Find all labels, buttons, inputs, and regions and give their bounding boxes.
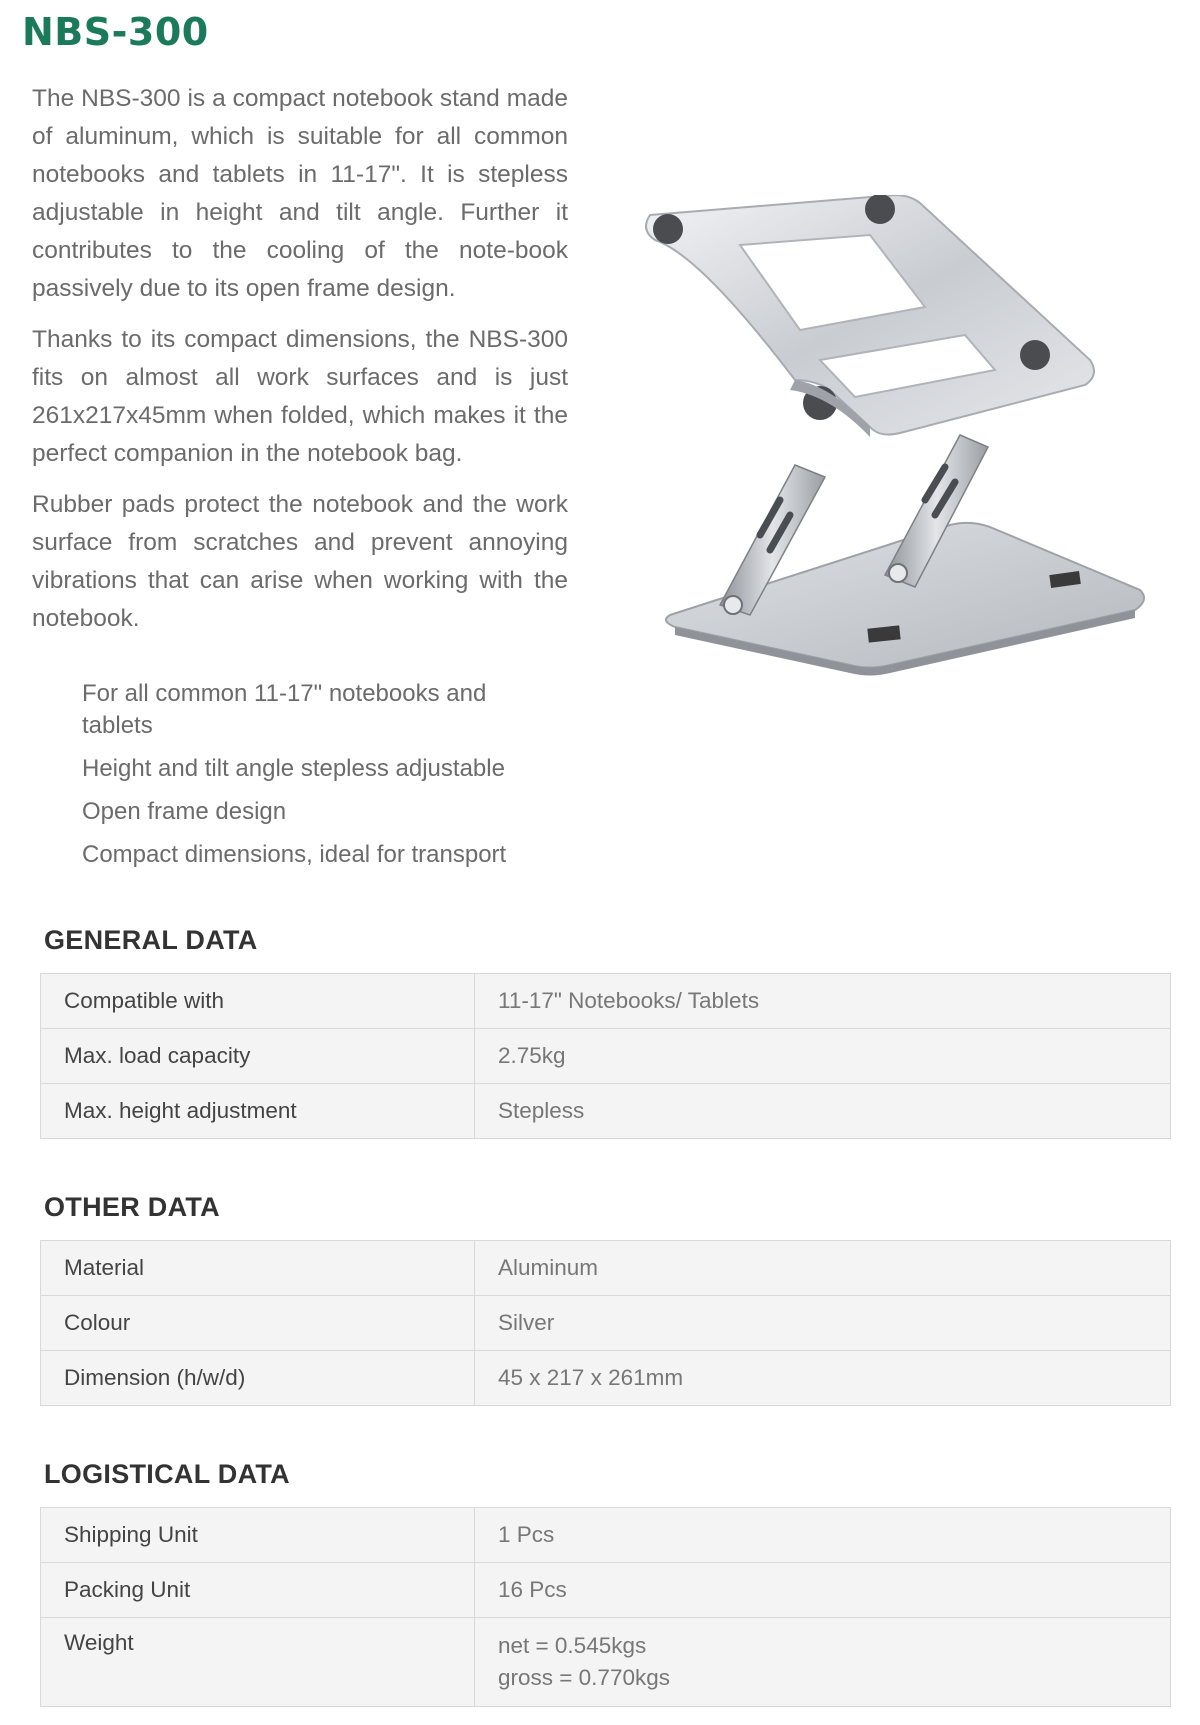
- general-data-table: [40, 973, 1171, 1139]
- spec-label: Weight: [41, 1618, 475, 1707]
- table-row: [41, 1508, 1171, 1563]
- spec-label: Dimension (h/w/d): [41, 1351, 475, 1406]
- spec-value: 16 Pcs: [475, 1563, 1171, 1618]
- table-row: [41, 1351, 1171, 1406]
- feature-item: Open frame design: [82, 798, 287, 825]
- spec-value: [475, 1618, 1171, 1707]
- spec-label: Shipping Unit: [41, 1508, 475, 1563]
- logistical-data-table: [40, 1507, 1171, 1707]
- feature-item: For all common 11-17" notebooks and tablets: [82, 680, 487, 739]
- table-row: [41, 1296, 1171, 1351]
- spec-label: Compatible with: [41, 974, 475, 1029]
- weight-gross: gross = 0.770kgs: [498, 1665, 670, 1690]
- spec-value: Stepless: [475, 1084, 1171, 1139]
- other-data-table: [40, 1240, 1171, 1406]
- spec-value: 45 x 217 x 261mm: [475, 1351, 1171, 1406]
- feature-list: [82, 678, 552, 882]
- spec-value: 11-17" Notebooks/ Tablets: [475, 974, 1171, 1029]
- spec-label: Max. height adjustment: [41, 1084, 475, 1139]
- spec-value: Aluminum: [475, 1241, 1171, 1296]
- weight-net: net = 0.545kgs: [498, 1633, 647, 1658]
- description-paragraph: Rubber pads protect the notebook and the work surface from scratches and prevent annoying vibrations that can arise when working with the notebook.: [32, 491, 568, 632]
- spec-value: 2.75kg: [475, 1029, 1171, 1084]
- logistical-data-heading: LOGISTICAL DATA: [44, 1459, 290, 1489]
- spec-label: Max. load capacity: [41, 1029, 475, 1084]
- spec-value: 1 Pcs: [475, 1508, 1171, 1563]
- spec-label: Packing Unit: [41, 1563, 475, 1618]
- notebook-stand-image: [630, 195, 1170, 685]
- table-row: [41, 1618, 1171, 1707]
- table-row: [41, 1029, 1171, 1084]
- spec-label: Material: [41, 1241, 475, 1296]
- table-row: [41, 974, 1171, 1029]
- other-data-heading: OTHER DATA: [44, 1192, 220, 1222]
- description-paragraph: Thanks to its compact dimensions, the NBS-300 fits on almost all work surfaces and is just 261x217x45mm when folded, which makes it the perfect companion in the notebook bag.: [32, 326, 568, 467]
- table-row: [41, 1563, 1171, 1618]
- spec-label: Colour: [41, 1296, 475, 1351]
- general-data-heading: GENERAL DATA: [44, 925, 258, 955]
- table-row: [41, 1241, 1171, 1296]
- feature-item: Height and tilt angle stepless adjustable: [82, 755, 505, 782]
- page-title: NBS-300: [22, 10, 209, 54]
- feature-item: Compact dimensions, ideal for transport: [82, 841, 507, 868]
- product-description: [32, 80, 568, 651]
- description-paragraph: The NBS-300 is a compact notebook stand made of aluminum, which is suitable for all common notebooks and tablets in 11-17". It is stepless adjustable in height and tilt angle. Further it contributes to the cooling of the note-book passively due to its open frame design.: [32, 85, 568, 302]
- spec-value: Silver: [475, 1296, 1171, 1351]
- table-row: [41, 1084, 1171, 1139]
